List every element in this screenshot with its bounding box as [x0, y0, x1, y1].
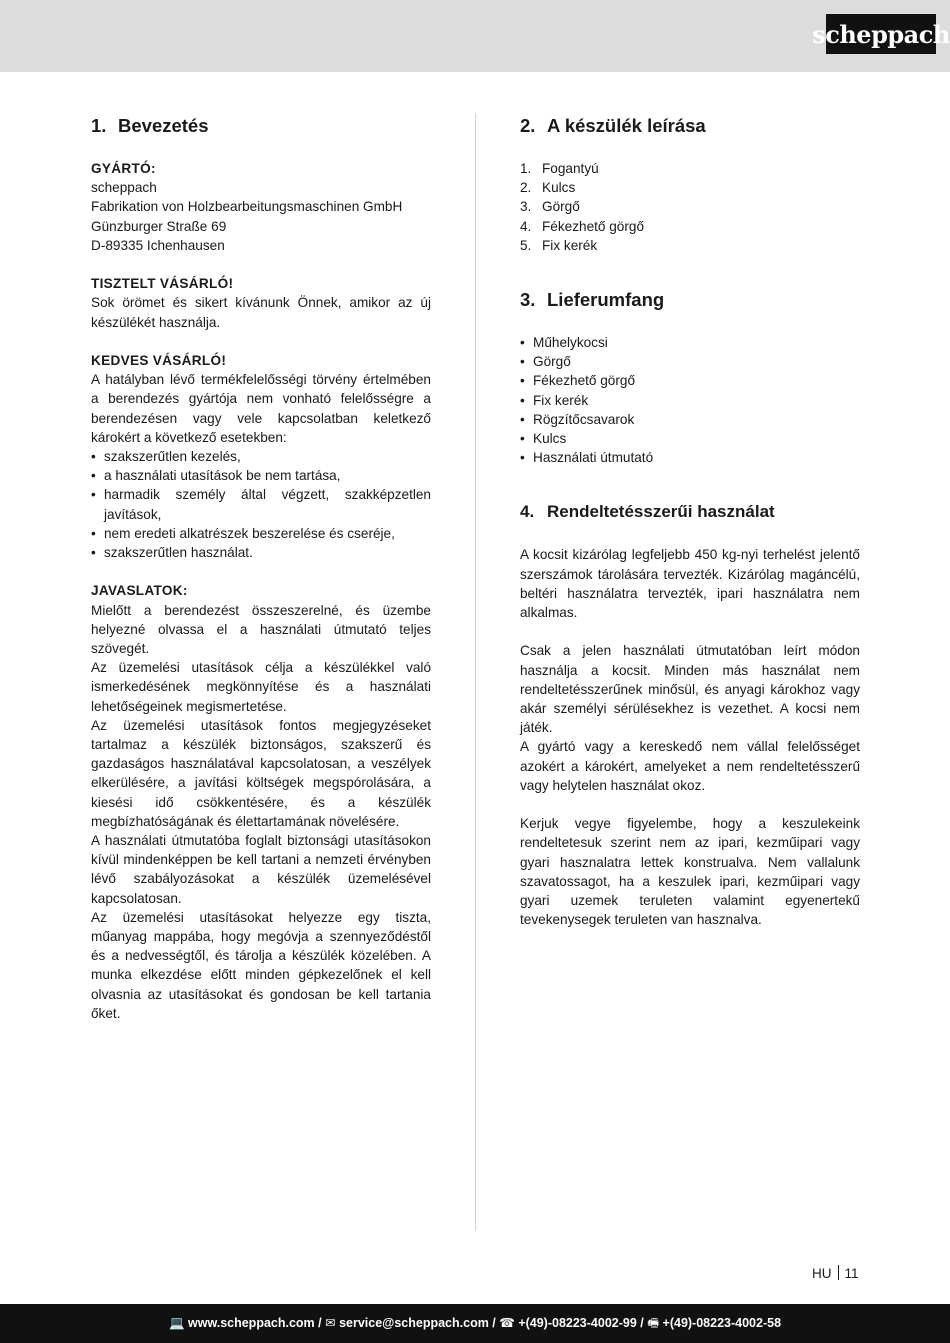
recommendations-label: JAVASLATOK: [91, 583, 188, 599]
parts-list-item: 2. Kulcs [520, 180, 576, 196]
liability-bullet: • a használati utasítások be nem tartása, [91, 466, 431, 485]
liability-bullet: • nem eredeti alkatrészek beszerelése és cseréje, [91, 524, 431, 543]
page-number: HU 11 [812, 1266, 859, 1281]
intended-use-paragraph: A gyártó vagy a kereskedő nem vállal felelősséget azokért a károkért, amelyeket a nem rendeltetésszerű vagy helytelen használat okoz. [520, 739, 860, 793]
recommendations-paragraph: Az üzemelési utasításokat helyezze egy tiszta, műanyag mappába, hogy megóvja a szennyeződéstől és a nedvességtől, és tárolja a készülék közelében. A munka elkezdése előtt minden gépkezelőnek el kell olvasnia az utasításokat és gondosan be kell tartania őket. [91, 909, 431, 1021]
liability-bullet: • harmadik személy által végzett, szakképzetlen javítások, [91, 485, 431, 523]
scope-list-item: • Fix kerék [520, 391, 860, 410]
left-column [91, 113, 431, 1023]
intended-use-paragraph: A kocsit kizárólag legfeljebb 450 kg-nyi terhelést jelentő szerszámok tárolására tervezték. Kizárólag magáncélú, beltéri használatra tervezték, ipari használatra nem alkalmas. [520, 547, 860, 621]
section-2-heading: 2. A készülék leírása [520, 115, 706, 136]
dear-customer-label: TISZTELT VÁSÁRLÓ! [91, 276, 234, 292]
manufacturer-label: GYÁRTÓ: [91, 161, 156, 176]
scope-list-item: • Görgő [520, 352, 860, 371]
recommendations-paragraph: Az üzemelési utasítások célja a készülékkel való ismerkedésének megkönnyítése és a használati lehetőségeinek megismertetése. [91, 660, 431, 714]
header-bar [0, 0, 950, 72]
intended-use-paragraph: Csak a jelen használati útmutatóban leírt módon használja a kocsit. Minden más használat nem rendeltetésszerűnek minősül, és anyagi károkhoz vagy akár személyi sérülésekhez is vezethet. A kocsi nem játék. [520, 643, 860, 736]
manufacturer-line: scheppach [91, 180, 157, 196]
scheppach-logo: scheppach [826, 14, 936, 54]
section-1-heading: 1. Bevezetés [91, 115, 209, 136]
right-column [520, 113, 860, 929]
manufacturer-line: D-89335 Ichenhausen [91, 237, 225, 253]
monitor-icon: 💻 [168, 1316, 185, 1330]
envelope-icon: ✉ [325, 1316, 336, 1330]
scope-list-item: • Használati útmutató [520, 448, 860, 467]
parts-list-item: 1. Fogantyú [520, 161, 599, 176]
scope-list-item: • Műhelykocsi [520, 333, 860, 352]
manufacturer-line: Fabrikation von Holzbearbeitungsmaschinen GmbH [91, 199, 403, 215]
scope-list-item: • Kulcs [520, 429, 860, 448]
intended-use-paragraph: Kerjuk vegye figyelembe, hogy a keszulekeink rendeltetesuk szerint nem az ipari, kezműipari vagy gyari hasznalatra lettek konstrualva. Nem vallalunk szavatossagot, ha a keszulek ipari, kezműipari vagy gyari uzemek teruleten valamint egyenertekű tevekenysegek teruleten van hasznalva. [520, 816, 860, 928]
section-3-heading: 3. Lieferumfang [520, 289, 665, 311]
liability-label: KEDVES VÁSÁRLÓ! [91, 353, 227, 368]
phone-number: +(49)-08223-4002-99 [518, 1316, 637, 1330]
liability-text: A hatályban lévő termékfelelősségi törvény értelmében a berendezés gyártója nem vonható felelősségre a berendezésen vagy vele kapcsolatban keletkező károkért a következő esetekben: [91, 372, 431, 445]
parts-list-item: 4. Fékezhető görgő [520, 218, 645, 234]
recommendations-paragraph: Az üzemelési utasítások fontos megjegyzéseket tartalmaz a készülék biztonságos, szakszerű és gazdaságos használatával kapcsolatosan, a veszélyek elkerülésére, a javítási költségek megspórolására, a kiesési idő csökkentésére, és a készülék megbízhatóságának és élettartamának növelésére. [91, 717, 431, 829]
fax-number: +(49)-08223-4002-58 [662, 1316, 782, 1330]
recommendations-paragraph: A használati útmutatóba foglalt biztonsági utasításokon kívül mindenképpen be kell tartani a nemzeti érvényben lévő szabályozásokat a készülék üzemelésével kapcsolatosan. [91, 833, 431, 906]
scope-list-item: • Fékezhető görgő [520, 371, 860, 390]
liability-bullet: • szakszerűtlen használat. [91, 543, 431, 562]
manufacturer-line: Günzburger Straße 69 [91, 218, 227, 234]
parts-list-item: 3. Görgő [520, 199, 580, 215]
column-divider [475, 113, 476, 1231]
parts-list-item: 5. Fix kerék [520, 237, 598, 253]
scope-list-item: • Rögzítőcsavarok [520, 410, 860, 429]
dear-customer-text: Sok örömet és sikert kívánunk Önnek, amikor az új készülékét használja. [91, 295, 431, 330]
contact-footer: 💻 www.scheppach.com / ✉ service@scheppach.com / ☎ +(49)-08223-4002-99 / 🖷 +(49)-08223-4002-58 [0, 1304, 950, 1343]
website-link[interactable]: www.scheppach.com [188, 1316, 315, 1330]
email-link[interactable]: service@scheppach.com [339, 1316, 489, 1330]
section-4-heading: 4. Rendeltetésszerűi használat [520, 502, 775, 522]
fax-icon: 🖷 [647, 1316, 660, 1330]
telephone-icon: ☎ [499, 1316, 515, 1330]
liability-bullet: • szakszerűtlen kezelés, [91, 447, 431, 466]
recommendations-paragraph: Mielőtt a berendezést összeszerelné, és üzembe helyezné olvassa el a használati útmutató teljes szövegét. [91, 602, 431, 657]
